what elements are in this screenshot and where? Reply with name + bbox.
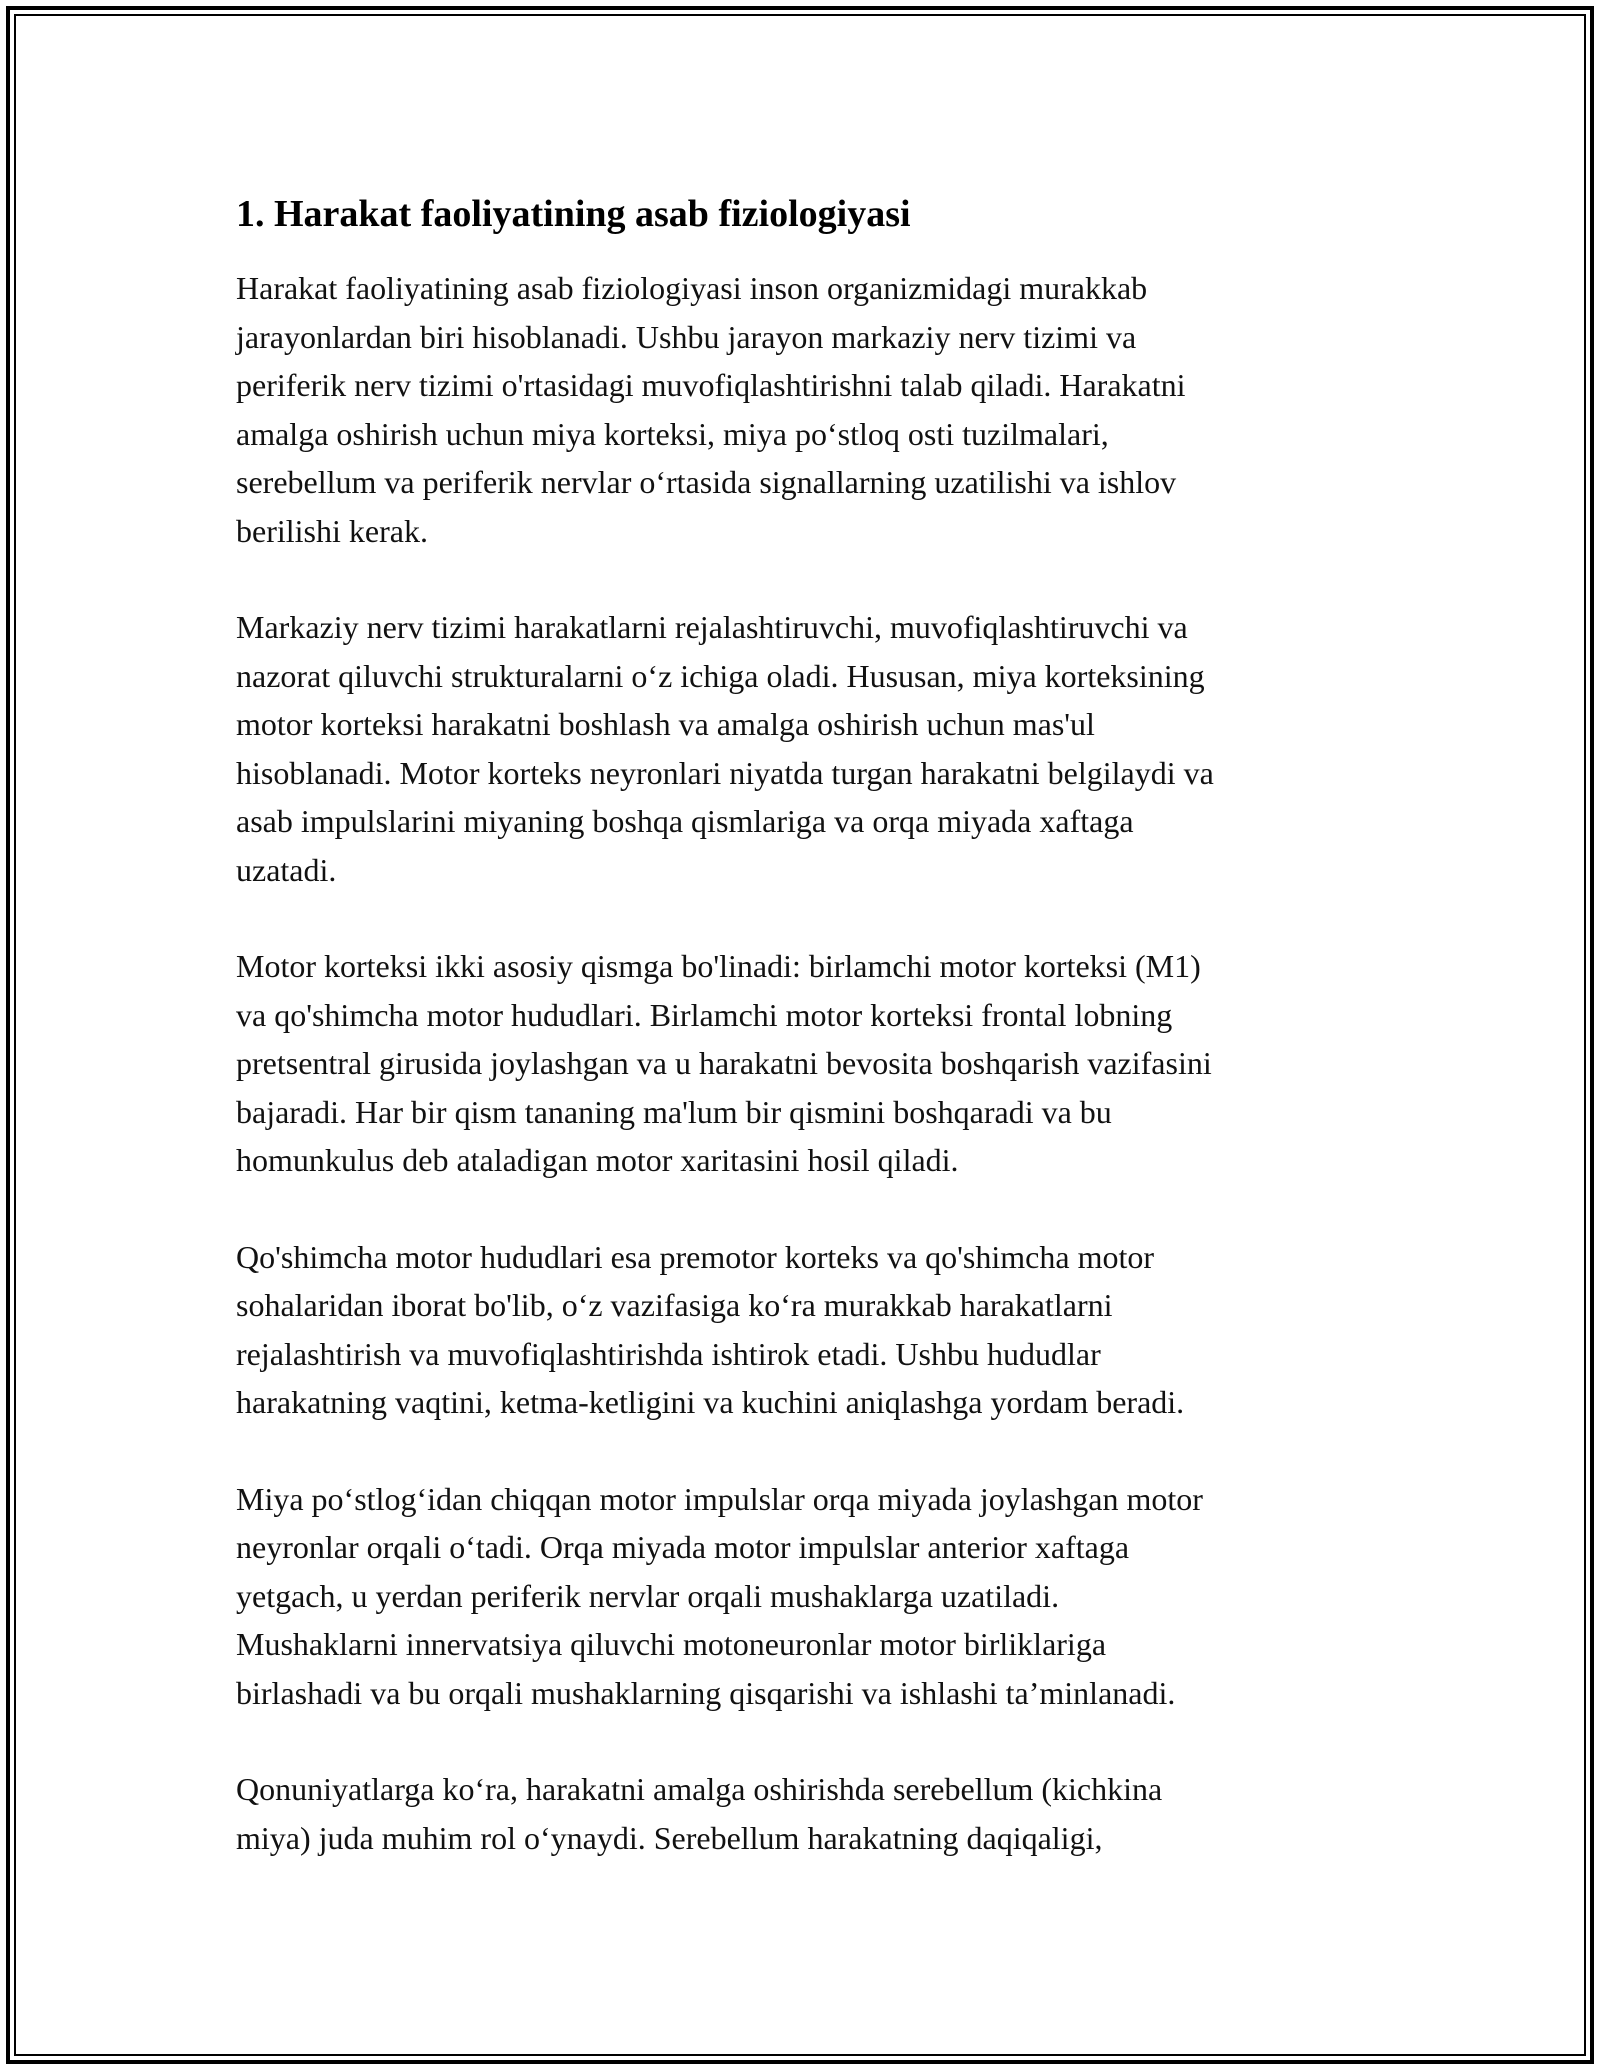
paragraph-1 (236, 264, 1366, 555)
document-body (236, 186, 1366, 1910)
text-line: Mushaklarni innervatsiya qiluvchi motoneuronlar motor birliklariga (236, 1626, 1107, 1662)
text-line: motor korteksi harakatni boshlash va amalga oshirish uchun mas'ul (236, 706, 1095, 742)
text-line: uzatadi. (236, 851, 337, 888)
text-line: Markaziy nerv tizimi harakatlarni rejalashtiruvchi, muvofiqlashtiruvchi va (236, 609, 1188, 645)
text-line: jarayonlardan biri hisoblanadi. Ushbu jarayon markaziy nerv tizimi va (236, 318, 1137, 355)
text-line: sohalaridan iborat bo'lib, o‘z vazifasiga ko‘ra murakkab harakatlarni (236, 1287, 1113, 1323)
paragraph-3 (236, 942, 1366, 1185)
paragraph-5 (236, 1475, 1366, 1718)
text-line: serebellum va periferik nervlar o‘rtasida signallarning uzatilishi va ishlov (236, 464, 1177, 500)
text-line: Motor korteksi ikki asosiy qismga bo'linadi: birlamchi motor korteksi (M1) (236, 948, 1201, 984)
text-line: birlashadi va bu orqali mushaklarning qisqarishi va ishlashi ta’minlanadi. (236, 1674, 1176, 1711)
text-line: miya) juda muhim rol o‘ynaydi. Serebellum harakatning daqiqaligi, (236, 1819, 1103, 1856)
text-line: Harakat faoliyatining asab fiziologiyasi inson organizmidagi murakkab (236, 270, 1148, 306)
text-line: Qo'shimcha motor hududlari esa premotor korteks va qo'shimcha motor (236, 1238, 1154, 1275)
text-line: homunkulus deb ataladigan motor xaritasini hosil qiladi. (236, 1142, 959, 1178)
text-line: va qo'shimcha motor hududlari. Birlamchi motor korteksi frontal lobning (236, 996, 1173, 1033)
paragraph-6 (236, 1765, 1366, 1862)
text-line: neyronlar orqali o‘tadi. Orqa miyada motor impulslar anterior xaftaga (236, 1529, 1130, 1565)
text-line: bajaradi. Har bir qism tananing ma'lum bir qismini boshqaradi va bu (236, 1093, 1112, 1130)
text-line: amalga oshirish uchun miya korteksi, miya po‘stloq osti tuzilmalari, (236, 415, 1109, 452)
text-line: Qonuniyatlarga ko‘ra, harakatni amalga oshirishda serebellum (kichkina (236, 1771, 1163, 1807)
text-line: asab impulslarini miyaning boshqa qismlariga va orqa miyada xaftaga (236, 803, 1134, 839)
text-line: periferik nerv tizimi o'rtasidagi muvofiqlashtirishni talab qiladi. Harakatni (236, 367, 1186, 403)
text-line: berilishi kerak. (236, 512, 428, 549)
text-line: rejalashtirish va muvofiqlashtirishda ishtirok etadi. Ushbu hududlar (236, 1335, 1101, 1372)
paragraph-2 (236, 603, 1366, 894)
text-line: pretsentral girusida joylashgan va u harakatni bevosita boshqarish vazifasini (236, 1045, 1212, 1081)
text-line: harakatning vaqtini, ketma-ketligini va kuchini aniqlashga yordam beradi. (236, 1384, 1185, 1420)
text-line: nazorat qiluvchi strukturalarni o‘z ichiga oladi. Hususan, miya korteksining (236, 657, 1205, 694)
paragraph-4 (236, 1233, 1366, 1427)
text-line: hisoblanadi. Motor korteks neyronlari niyatda turgan harakatni belgilaydi va (236, 754, 1214, 791)
text-line: Miya po‘stlog‘idan chiqqan motor impulslar orqa miyada joylashgan motor (236, 1480, 1203, 1517)
text-line: yetgach, u yerdan periferik nervlar orqali mushaklarga uzatiladi. (236, 1577, 1060, 1614)
section-heading: 1. Harakat faoliyatining asab fiziologiyasi (236, 193, 911, 235)
